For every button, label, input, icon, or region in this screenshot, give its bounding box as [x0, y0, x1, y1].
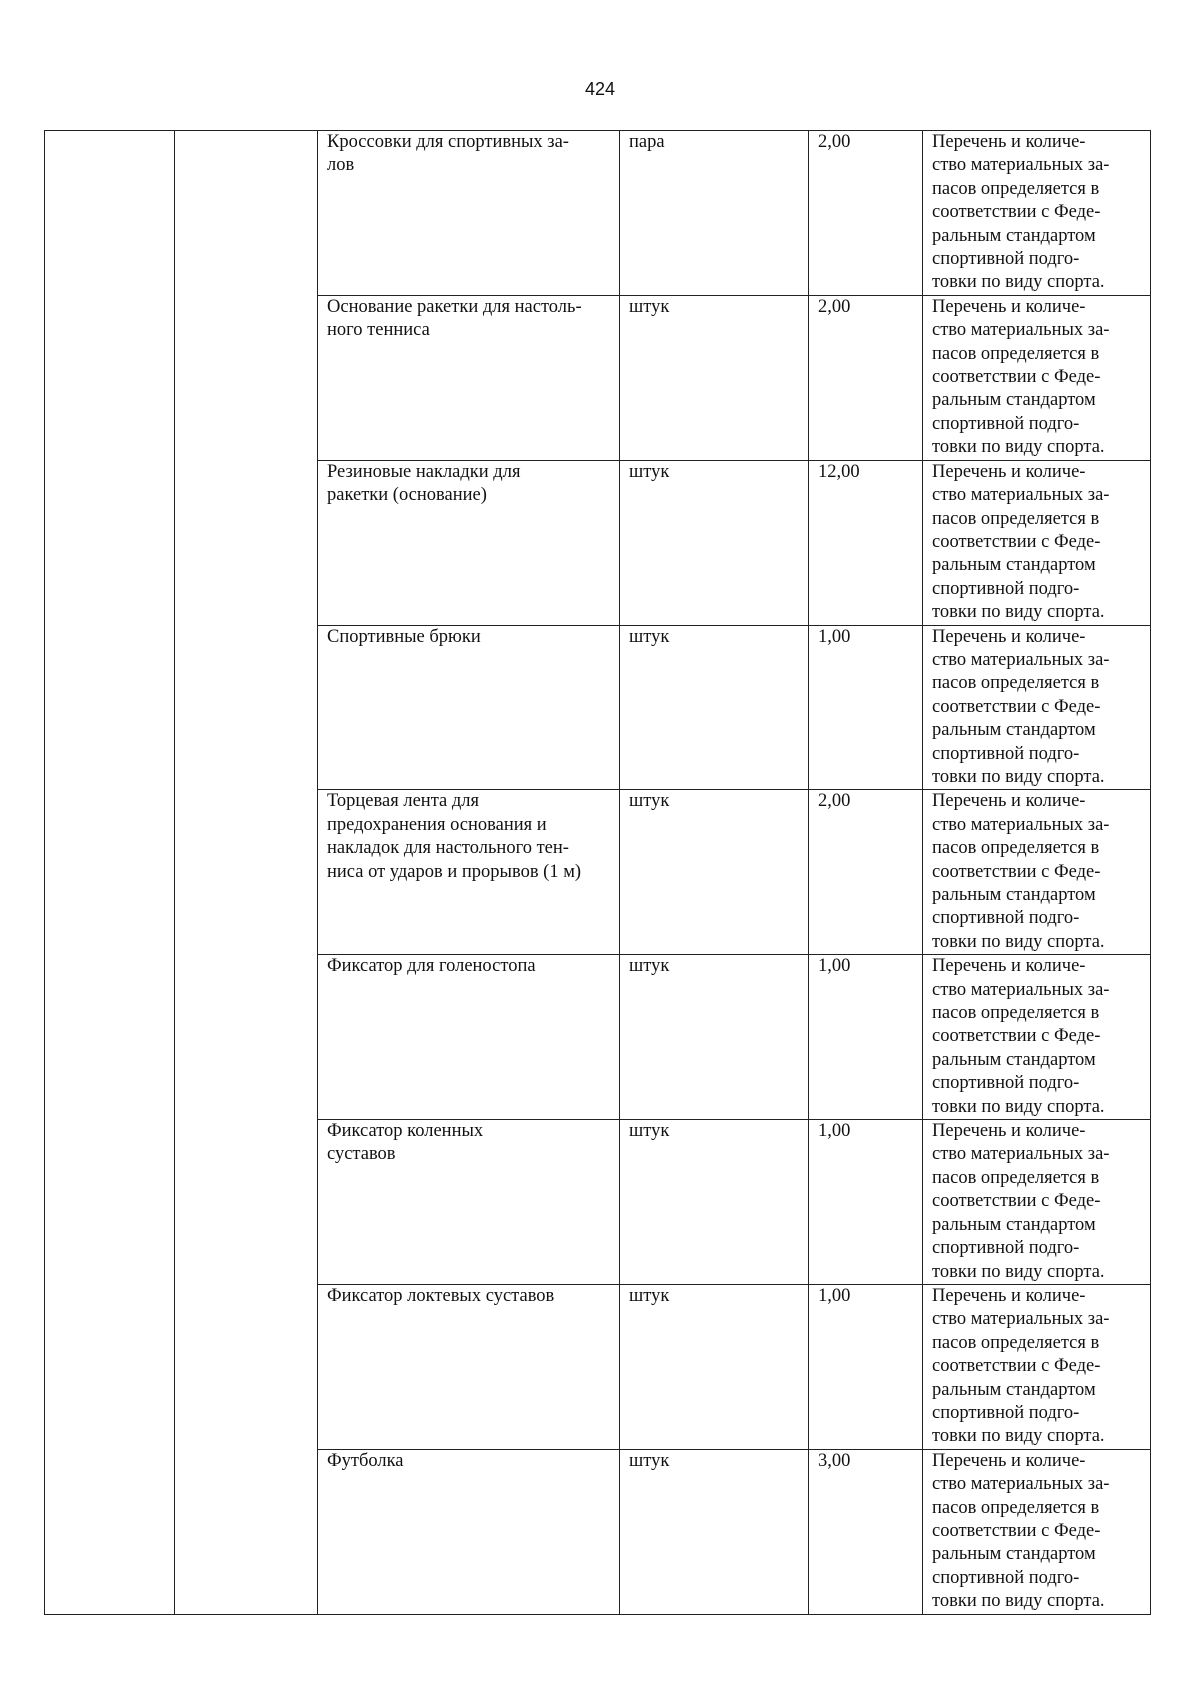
item-unit: штук — [629, 296, 670, 317]
item-name: Кроссовки для спортивных за- лов — [327, 132, 569, 176]
quantity-cell — [809, 131, 923, 296]
item-note: Перечень и количе- ство материальных за- пасов определяется в соответствии с Феде- ральным стандартом спортивной подго- товки по виду спорта. — [932, 461, 1110, 623]
item-name: Фиксатор коленных суставов — [327, 1121, 484, 1165]
quantity-cell — [809, 790, 923, 955]
item-name-cell — [318, 625, 620, 790]
item-note: Перечень и количе- ство материальных за- пасов определяется в соответствии с Феде- ральным стандартом спортивной подго- товки по виду спорта. — [932, 296, 1110, 458]
quantity-cell — [809, 1449, 923, 1614]
item-name-cell — [318, 460, 620, 625]
item-name: Спортивные брюки — [327, 626, 481, 647]
table-row — [45, 131, 1151, 296]
page-number: 424 — [584, 79, 616, 99]
note-cell — [923, 460, 1151, 625]
item-note: Перечень и количе- ство материальных за- пасов определяется в соответствии с Феде- ральным стандартом спортивной подго- товки по виду спорта. — [932, 626, 1110, 787]
item-name: Основание ракетки для настоль- ного тенниса — [327, 296, 582, 341]
item-unit: штук — [629, 626, 670, 647]
unit-cell — [620, 131, 809, 296]
item-note: Перечень и количе- ство материальных за- пасов определяется в соответствии с Феде- ральным стандартом спортивной подго- товки по виду спорта. — [932, 956, 1110, 1117]
unit-cell — [620, 460, 809, 625]
equipment-table — [44, 130, 1151, 1615]
quantity-cell — [809, 295, 923, 460]
item-note: Перечень и количе- ство материальных за- пасов определяется в соответствии с Феде- ральным стандартом спортивной подго- товки по виду спорта. — [932, 791, 1110, 952]
unit-cell — [620, 790, 809, 955]
equipment-table-body — [45, 131, 1151, 1615]
unit-cell — [620, 1449, 809, 1614]
item-unit: штук — [629, 461, 670, 482]
item-quantity: 3,00 — [818, 1450, 851, 1471]
item-unit: штук — [629, 1285, 670, 1306]
item-name-cell — [318, 1284, 620, 1449]
item-name-cell — [318, 1449, 620, 1614]
note-cell — [923, 1120, 1151, 1285]
note-cell — [923, 1449, 1151, 1614]
note-cell — [923, 295, 1151, 460]
note-cell — [923, 1284, 1151, 1449]
quantity-cell — [809, 625, 923, 790]
item-quantity: 1,00 — [818, 956, 851, 977]
item-name-cell — [318, 131, 620, 296]
item-name: Резиновые накладки для ракетки (основание) — [327, 461, 521, 506]
unit-cell — [620, 1120, 809, 1285]
quantity-cell — [809, 1284, 923, 1449]
item-note: Перечень и количе- ство материальных за- пасов определяется в соответствии с Феде- ральным стандартом спортивной подго- товки по виду спорта. — [932, 1450, 1110, 1612]
item-unit: штук — [629, 1450, 670, 1471]
item-name: Футболка — [327, 1450, 404, 1471]
empty-cell-category — [175, 131, 318, 1615]
item-note: Перечень и количе- ство материальных за- пасов определяется в соответствии с Феде- ральным стандартом спортивной подго- товки по виду спорта. — [932, 1121, 1110, 1282]
item-name-cell — [318, 955, 620, 1120]
item-quantity: 2,00 — [818, 296, 851, 317]
item-name: Торцевая лента для предохранения основания и накладок для настольного тен- ниса от ударов и прорывов (1 м) — [327, 791, 582, 882]
quantity-cell — [809, 460, 923, 625]
item-quantity: 1,00 — [818, 1121, 851, 1142]
item-quantity: 1,00 — [818, 626, 851, 647]
item-name: Фиксатор для голеностопа — [327, 956, 536, 977]
empty-cell-number — [45, 131, 175, 1615]
item-note: Перечень и количе- ство материальных за- пасов определяется в соответствии с Феде- ральным стандартом спортивной подго- товки по виду спорта. — [932, 1285, 1110, 1447]
item-name-cell — [318, 295, 620, 460]
item-quantity: 2,00 — [818, 791, 851, 812]
unit-cell — [620, 625, 809, 790]
item-quantity: 2,00 — [818, 132, 851, 152]
item-name-cell — [318, 1120, 620, 1285]
quantity-cell — [809, 1120, 923, 1285]
item-unit: штук — [629, 791, 670, 812]
note-cell — [923, 625, 1151, 790]
item-unit: пара — [629, 132, 665, 152]
item-quantity: 12,00 — [818, 461, 860, 482]
note-cell — [923, 955, 1151, 1120]
item-unit: штук — [629, 956, 670, 977]
unit-cell — [620, 1284, 809, 1449]
item-quantity: 1,00 — [818, 1285, 851, 1306]
quantity-cell — [809, 955, 923, 1120]
item-unit: штук — [629, 1121, 670, 1142]
item-name-cell — [318, 790, 620, 955]
note-cell — [923, 131, 1151, 296]
unit-cell — [620, 955, 809, 1120]
item-note: Перечень и количе- ство материальных за- пасов определяется в соответствии с Феде- ральным стандартом спортивной подго- товки по виду спорта. — [932, 132, 1110, 293]
item-name: Фиксатор локтевых суставов — [327, 1285, 555, 1306]
unit-cell — [620, 295, 809, 460]
note-cell — [923, 790, 1151, 955]
